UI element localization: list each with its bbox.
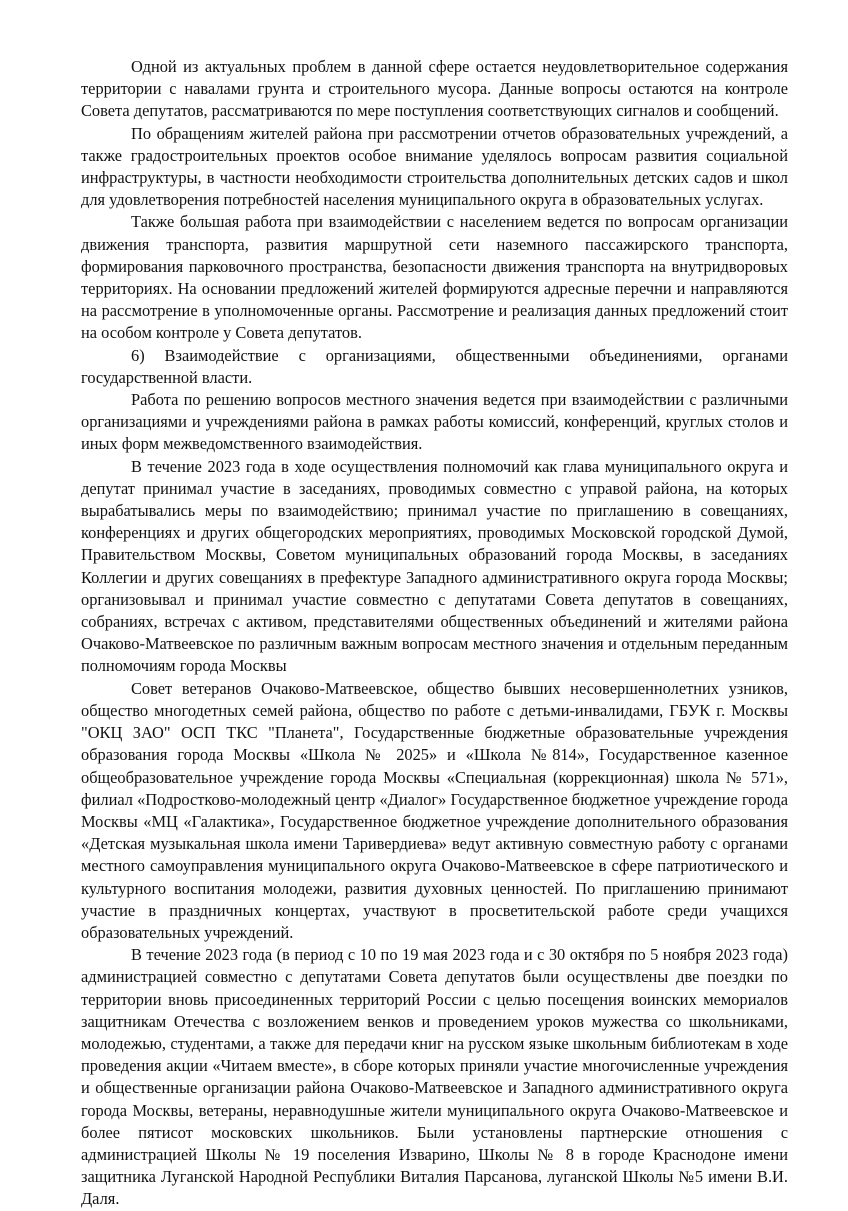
paragraph-organizations: Совет ветеранов Очаково-Матвеевское, общество бывших несовершеннолетних узников, общество многодетных семей района, общество по работе с детьми-инвалидами, ГБУК г. Москвы "ОКЦ ЗАО" ОСП ТКС "Планета", Государственные бюджетные образовательные учреждения образования города Москвы «Школа № 2025» и «Школа №814», Государственное казенное общеобразовательное учреждение города Москвы «Специальная (коррекционная) школа № 571», филиал «Подростково-молодежный центр «Диалог» Государственное бюджетное учреждение города Москвы «МЦ «Галактика», Государственное бюджетное учреждение дополнительного образования «Детская музыкальная школа имени Таривердиева» ведут активную совместную работу с органами местного самоуправления муниципального округа Очаково-Матвеевское в сфере патриотического и культурного воспитания молодежи, развития духовных ценностей. По приглашению принимают участие в праздничных концертах, участвуют в просветительской работе среди учащихся образовательных учреждений. <box>81 678 788 942</box>
paragraph-trips-2023: В течение 2023 года (в период с 10 по 19 мая 2023 года и с 30 октября по 5 ноября 2023 года) администрацией совместно с депутатами Совета депутатов были осуществлены две поездки по территории вновь присоединенных территорий России с целью посещения воинских мемориалов защитникам Отечества с возложением венков и проведением уроков мужества со школьниками, молодежью, студентами, а также для передачи книг на русском языке школьным библиотекам в ходе проведения акции «Читаем вместе», в сборе которых приняли участие многочисленные учреждения и общественные организации района Очаково-Матвеевское и Западного административного округа города Москвы, ветераны, неравнодушные жители муниципального округа Очаково-Матвеевское и более пятисот московских школьников. Были установлены партнерские отношения с администрацией Школы № 19 поселения Изварино, Школы № 8 в городе Краснодоне имени защитника Луганской Народной Республики Виталия Парсанова, луганской Школы №5 имени В.И. Даля. <box>81 945 788 1209</box>
section-heading-interaction: 6) Взаимодействие с организациями, общественными объединениями, органами государственной власти. <box>81 345 788 387</box>
paragraph-2023-participation: В течение 2023 года в ходе осуществления полномочий как глава муниципального округа и депутат принимал участие в заседаниях, проводимых совместно с управой района, на которых вырабатывались меры по взаимодействию; принимал участие по приглашению в совещаниях, конференциях и других общегородских мероприятиях, проводимых Московской городской Думой, Правительством Москвы, Советом муниципальных образований города Москвы, в заседаниях Коллегии и других совещаниях в префектуре Западного административного округа города Москвы; организовывал и принимал участие совместно с депутатами Совета депутатов в совещаниях, собраниях, встречах с активом, представителями общественных объединений и жителями района Очаково-Матвеевское по различным важным вопросам местного значения и отдельным переданным полномочиям города Москвы <box>81 456 788 676</box>
paragraph-transport: Также большая работа при взаимодействии с населением ведется по вопросам организации движения транспорта, развития маршрутной сети наземного пассажирского транспорта, формирования парковочного пространства, безопасности движения транспорта на внутридворовых территориях. На основании предложений жителей формируются адресные перечни и направляются на рассмотрение в уполномоченные органы. Рассмотрение и реализация данных предложений стоит на особом контроле у Совета депутатов. <box>81 212 788 343</box>
paragraph-social-infrastructure: По обращениям жителей района при рассмотрении отчетов образовательных учреждений, а также градостроительных проектов особое внимание уделялось вопросам развития социальной инфраструктуры, в частности необходимости строительства дополнительных детских садов и школ для удовлетворения потребностей населения муниципального округа в образовательных услугах. <box>81 123 788 210</box>
paragraph-waste-territory: Одной из актуальных проблем в данной сфере остается неудовлетворительное содержания территории с навалами грунта и строительного мусора. Данные вопросы остаются на контроле Совета депутатов, рассматриваются по мере поступления соответствующих сигналов и сообщений. <box>81 57 788 121</box>
paragraph-local-issues: Работа по решению вопросов местного значения ведется при взаимодействии с различными организациями и учреждениями района в рамках работы комиссий, конференций, круглых столов и иных форм межведомственного взаимодействия. <box>81 390 788 454</box>
